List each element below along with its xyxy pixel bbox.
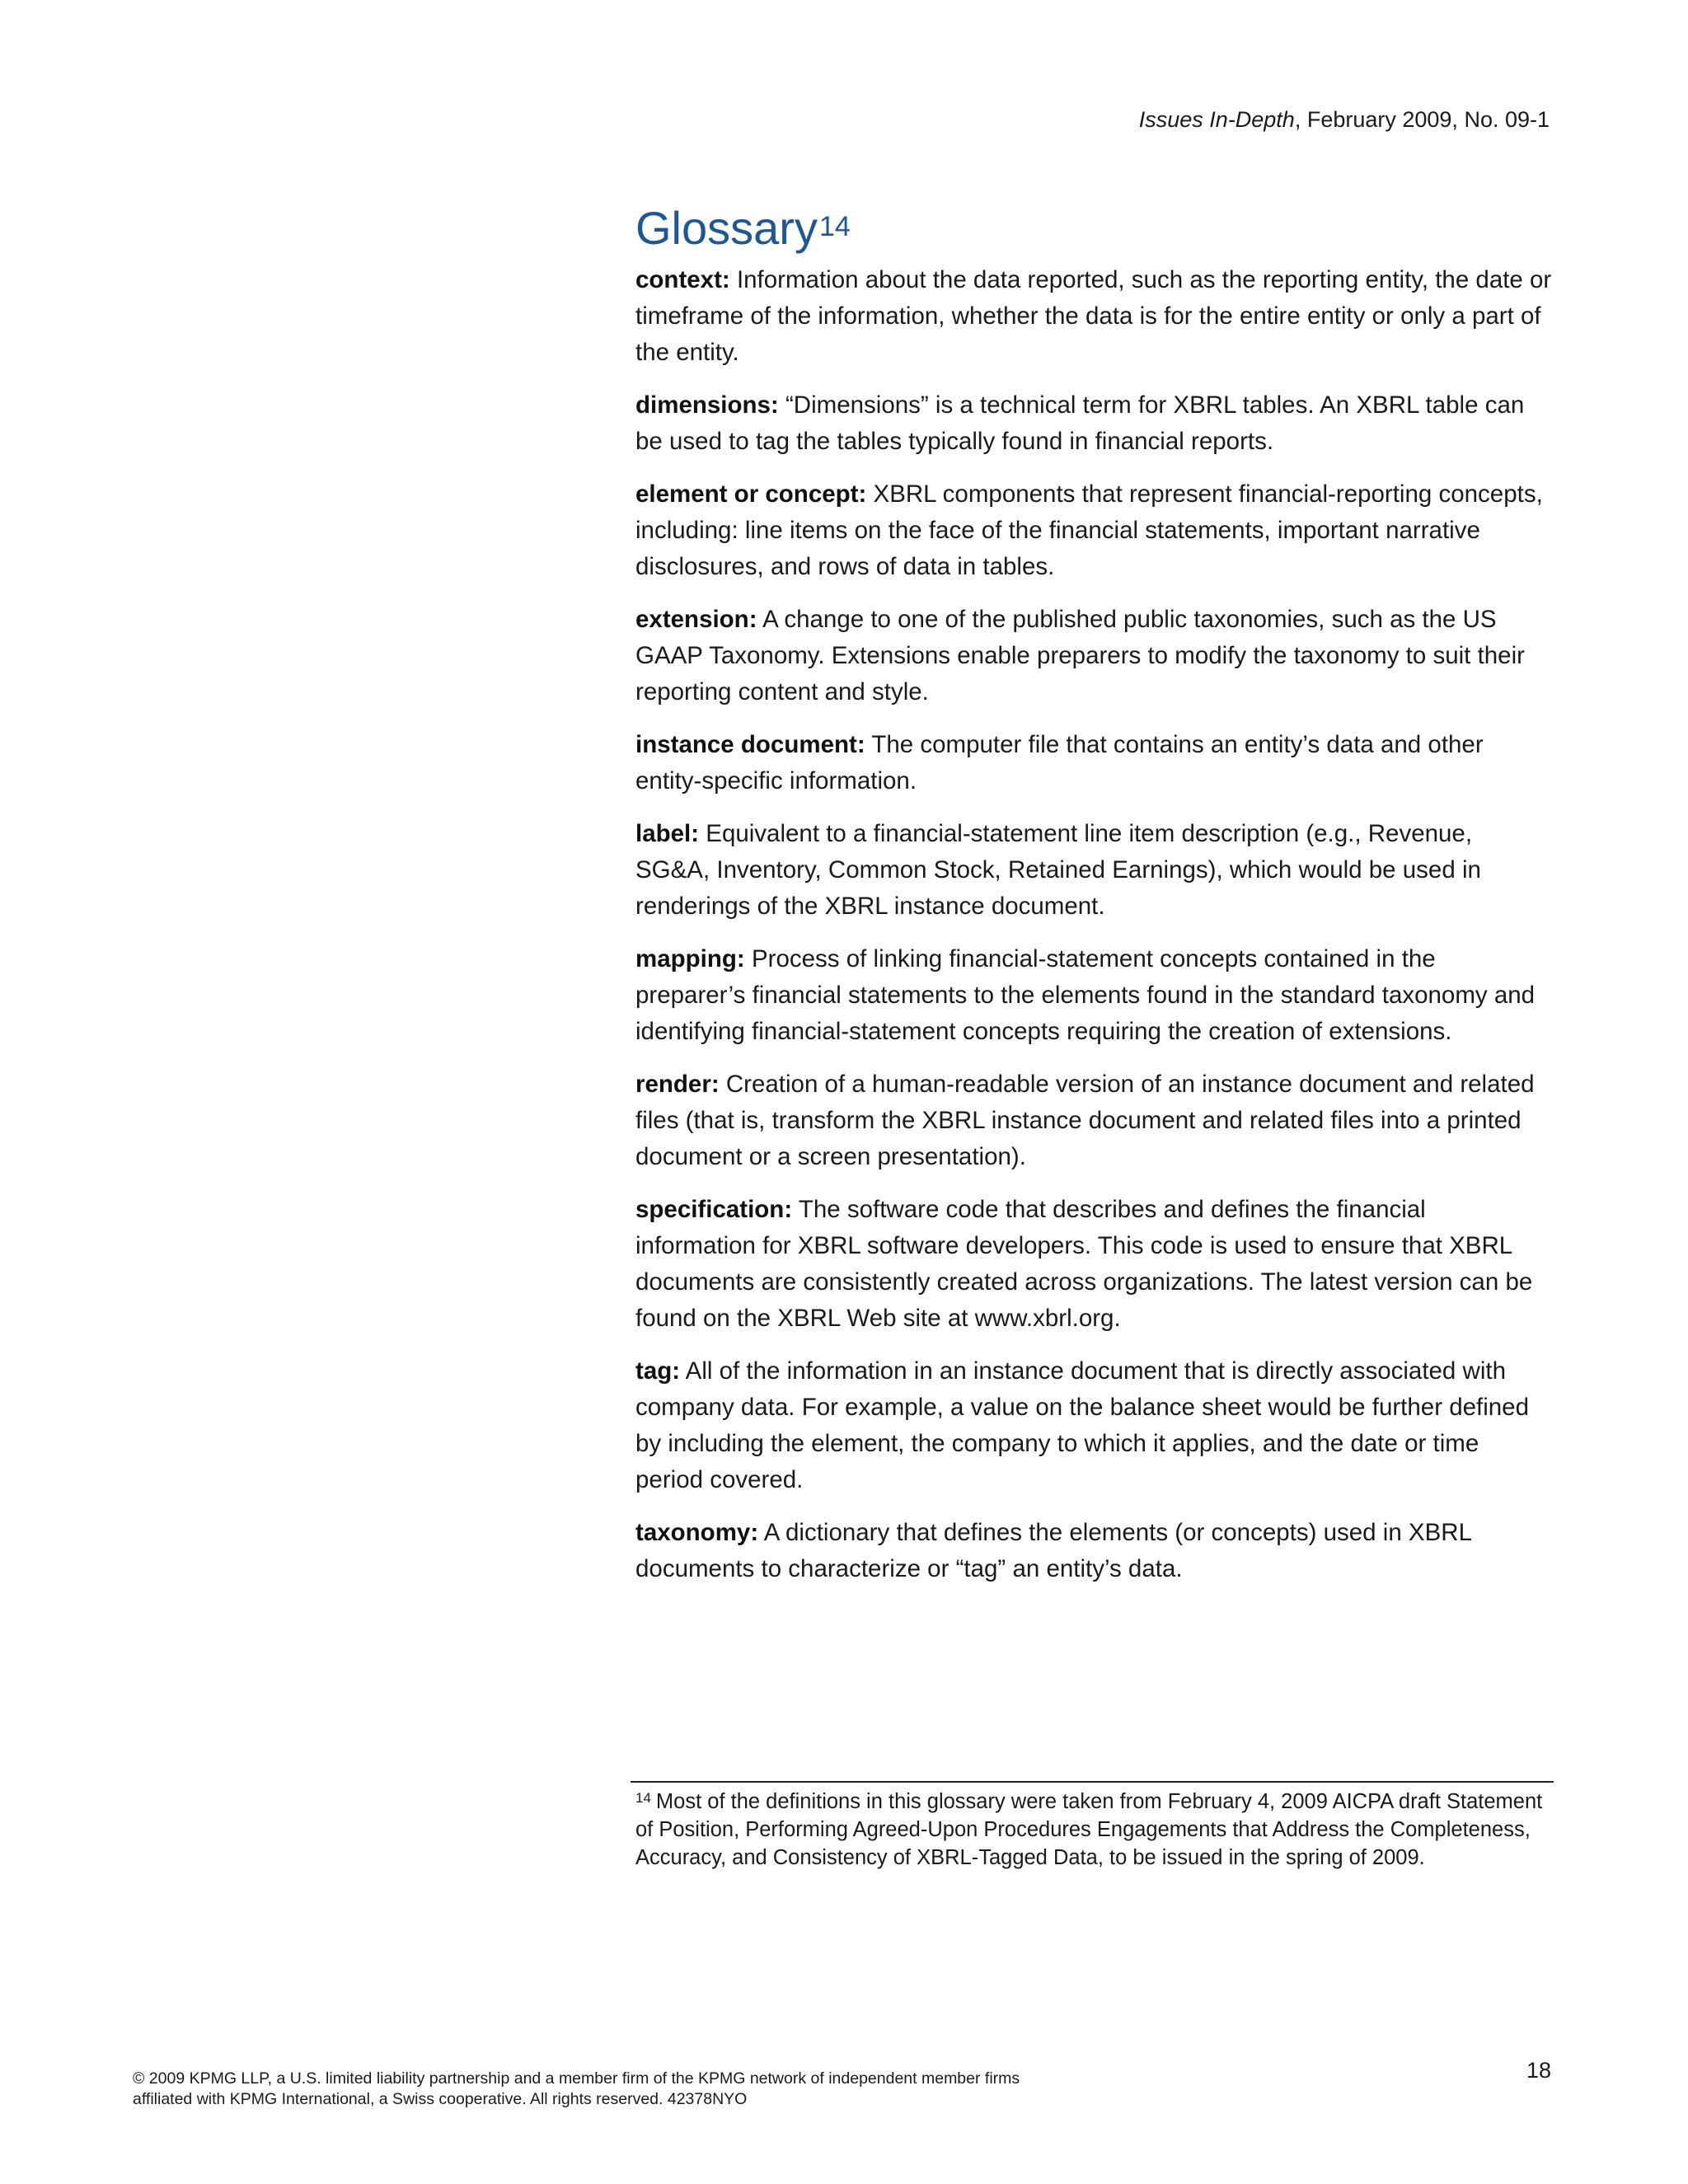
publication-name: Issues In-Depth [1138, 107, 1295, 132]
glossary-definition: A change to one of the published public taxonomies, such as the US GAAP Taxonomy. Extensions enable preparers to modify the taxonomy to suit their reporting content and style. [635, 606, 1525, 705]
glossary-entry-label [635, 816, 1552, 925]
glossary-definition: XBRL components that represent financial-reporting concepts, including: line items on the face of the financial statements, important narrative disclosures, and rows of data in tables. [635, 480, 1543, 580]
copyright-line: affiliated with KPMG International, a Swiss cooperative. All rights reserved. 42378NYO [133, 2090, 748, 2108]
running-header [1139, 107, 1550, 133]
glossary-definition: Information about the data reported, such as the reporting entity, the date or timeframe of the information, whether the data is for the entire entity or only a part of the entity. [635, 266, 1552, 366]
glossary-term: context: [635, 266, 730, 293]
glossary-term: specification: [635, 1196, 793, 1223]
title-footnote-ref: 14 [818, 211, 851, 242]
glossary-entry-render [635, 1066, 1552, 1175]
glossary-definition: Process of linking financial-statement concepts contained in the preparer’s financial statements to the elements found in the standard taxonomy and identifying financial-statement concepts requiring the creation of extensions. [635, 945, 1536, 1045]
glossary-term: tag: [635, 1357, 681, 1385]
footnote-text: Most of the definitions in this glossary were taken from February 4, 2009 AICPA draft Statement of Position, Performing Agreed-Upon Procedures Engagements that Address the Completeness, Accuracy, and Consistency of XBRL-Tagged Data, to be issued in the spring of 2009. [635, 1790, 1543, 1869]
glossary-entry-instance-document [635, 727, 1552, 799]
glossary-definition: Equivalent to a financial-statement line item description (e.g., Revenue, SG&A, Inventory, Common Stock, Retained Earnings), which would be used in renderings of the XBRL instance document. [635, 820, 1481, 920]
footnote-number: 14 [635, 1790, 651, 1806]
footnote [635, 1788, 1552, 1872]
glossary-term: dimensions: [635, 391, 779, 419]
glossary-term: element or concept: [635, 480, 867, 508]
glossary-entry-element-or-concept [635, 476, 1552, 585]
page-number: 18 [1526, 2058, 1551, 2083]
glossary-definition: The computer file that contains an entity’s data and other entity-specific information. [635, 731, 1484, 794]
page-title [635, 199, 1552, 257]
glossary-definition: “Dimensions” is a technical term for XBRL tables. An XBRL table can be used to tag the tables typically found in financial reports. [635, 391, 1525, 455]
glossary-term: instance document: [635, 731, 865, 758]
glossary-term: mapping: [635, 945, 745, 972]
glossary-definition: The software code that describes and defines the financial information for XBRL software developers. This code is used to ensure that XBRL documents are consistently created across organizations. The latest version can be found on the XBRL Web site at www.xbrl.org. [635, 1196, 1533, 1332]
copyright-line: © 2009 KPMG LLP, a U.S. limited liability partnership and a member firm of the KPMG network of independent member firms [133, 2069, 1020, 2088]
glossary-entry-tag [635, 1353, 1552, 1498]
glossary-term: taxonomy: [635, 1519, 759, 1546]
title-text: Glossary [635, 202, 818, 254]
glossary-term: extension: [635, 606, 757, 633]
glossary-entry-context [635, 262, 1552, 371]
glossary-definition: Creation of a human-readable version of an instance document and related files (that is, transform the XBRL instance document and related files into a printed document or a screen presentation). [635, 1071, 1535, 1170]
glossary-section [635, 199, 1552, 1604]
footnote-divider [631, 1781, 1554, 1783]
glossary-entry-taxonomy [635, 1515, 1552, 1587]
glossary-definition: A dictionary that defines the elements (or concepts) used in XBRL documents to characterize or “tag” an entity’s data. [635, 1519, 1471, 1582]
glossary-entry-mapping [635, 941, 1552, 1050]
glossary-definition: All of the information in an instance document that is directly associated with company data. For example, a value on the balance sheet would be further defined by including the element, the company to which it applies, and the date or time period covered. [635, 1357, 1529, 1493]
glossary-term: label: [635, 820, 700, 847]
glossary-entry-dimensions [635, 387, 1552, 460]
issue-date: , February 2009, No. 09-1 [1294, 107, 1550, 132]
glossary-entry-extension [635, 602, 1552, 710]
glossary-term: render: [635, 1071, 720, 1098]
copyright-notice [133, 2069, 1204, 2110]
glossary-entry-specification [635, 1192, 1552, 1337]
